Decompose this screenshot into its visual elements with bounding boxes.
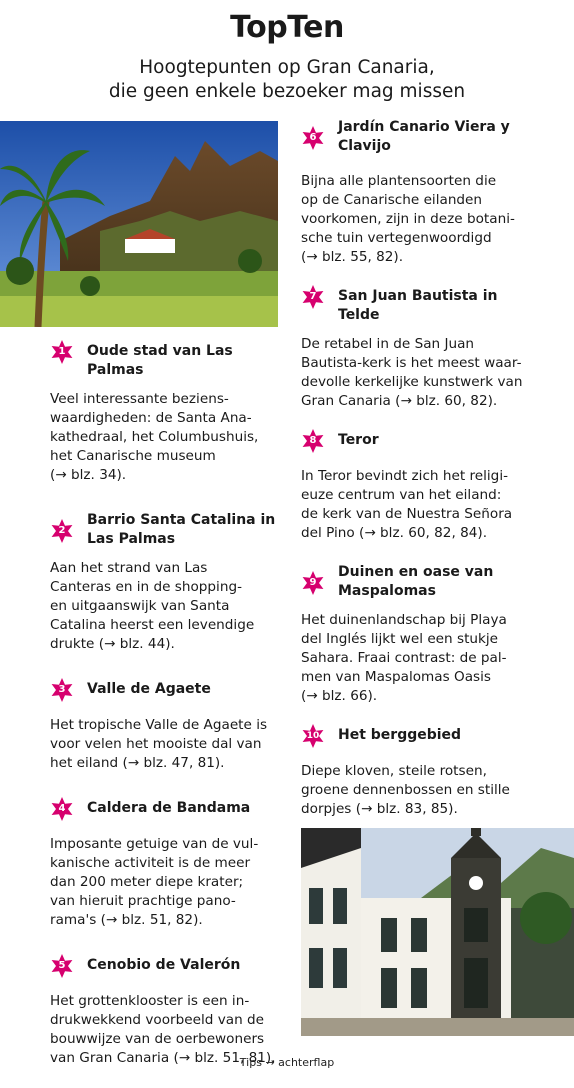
- star-badge-icon: [50, 954, 74, 978]
- item-number: 5: [58, 960, 66, 971]
- item-heading: [301, 431, 535, 457]
- item-title: Caldera de Bandama: [87, 800, 251, 816]
- landscape-photo: [0, 121, 278, 327]
- topten-item-1: [50, 342, 282, 485]
- item-title: Het berggebied: [338, 727, 462, 743]
- item-heading: [50, 342, 282, 380]
- item-description: Imposante getuige van de vul- kanische activiteit is de meer dan 200 meter diepe krater; van hieruit prachtige pano- rama's (→ blz. 51, 82).: [50, 836, 259, 928]
- item-heading: [301, 118, 535, 156]
- item-heading: [50, 956, 282, 982]
- item-description: Aan het strand van Las Canteras en in de shopping- en uitgaanswijk van Santa Catalina heerst een levendige drukte (→ blz. 44).: [50, 560, 255, 652]
- item-heading: [50, 680, 282, 706]
- left-column: [50, 342, 282, 1068]
- item-title: Barrio Santa Catalina in Las Palmas: [87, 512, 276, 547]
- church-illustration: [301, 828, 574, 1036]
- item-number: 2: [58, 525, 66, 536]
- item-description: Bijna alle plantensoorten die op de Canarische eilanden voorkomen, zijn in deze botani- sche tuin vertegenwoordigd (→ blz. 55, 82).: [301, 173, 515, 265]
- item-heading: [301, 726, 535, 752]
- star-badge-icon: [301, 724, 325, 748]
- topten-item-2: [50, 511, 282, 654]
- topten-item-9: [301, 563, 535, 706]
- subtitle-line-2: die geen enkele bezoeker mag missen: [108, 81, 466, 102]
- star-badge-icon: [50, 519, 74, 543]
- topten-item-5: [50, 956, 282, 1068]
- item-title: Jardín Canario Viera y Clavijo: [338, 119, 510, 154]
- item-description: Het grottenklooster is een in- drukwekkend voorbeeld van de bouwwijze van de oerbewoners van Gran Canaria (→ blz. 51, 81).: [50, 993, 276, 1066]
- right-column: [301, 118, 535, 819]
- star-badge-icon: [301, 285, 325, 309]
- page-title: TopTen: [230, 10, 344, 45]
- topten-item-10: [301, 726, 535, 819]
- star-badge-icon: [50, 340, 74, 364]
- item-number: 1: [58, 346, 66, 357]
- topten-item-7: [301, 287, 535, 411]
- star-badge-icon: [50, 797, 74, 821]
- star-badge-icon: [301, 429, 325, 453]
- item-description: Veel interessante beziens- waardigheden: de Santa Ana- kathedraal, het Columbushuis, het Canarische museum (→ blz. 34).: [50, 391, 259, 483]
- item-description: Het tropische Valle de Agaete is voor velen het mooiste dal van het eiland (→ blz. 47, 81).: [50, 717, 268, 771]
- item-description: Het duinenlandschap bij Playa del Inglés lijkt wel een stukje Sahara. Fraai contrast: de pal- men van Maspalomas Oasis (→ blz. 66).: [301, 612, 507, 704]
- item-title: Teror: [338, 432, 379, 448]
- item-description: De retabel in de San Juan Bautista-kerk is het meest waar- devolle kerkelijke kunstwerk van Gran Canaria (→ blz. 60, 82).: [301, 336, 523, 409]
- page-subtitle: [60, 56, 514, 104]
- item-number: 8: [309, 435, 317, 446]
- topten-item-8: [301, 431, 535, 543]
- topten-item-4: [50, 799, 282, 930]
- star-badge-icon: [301, 571, 325, 595]
- item-number: 7: [309, 291, 317, 302]
- church-photo: [301, 828, 574, 1036]
- subtitle-line-1: Hoogtepunten op Gran Canaria,: [139, 57, 435, 78]
- item-title: Cenobio de Valerón: [87, 957, 241, 973]
- item-number: 6: [309, 132, 317, 143]
- topten-item-3: [50, 680, 282, 773]
- item-heading: [50, 511, 282, 549]
- star-badge-icon: [301, 126, 325, 150]
- item-title: Valle de Agaete: [87, 681, 211, 697]
- footer-note: Tips → achterflap: [239, 1056, 335, 1069]
- item-description: In Teror bevindt zich het religi- euze centrum van het eiland: de kerk van de Nuestra Señora del Pino (→ blz. 60, 82, 84).: [301, 468, 513, 541]
- item-title: Duinen en oase van Maspalomas: [338, 564, 494, 599]
- item-heading: [50, 799, 282, 825]
- item-number: 9: [309, 577, 317, 588]
- item-title: San Juan Bautista in Telde: [338, 288, 498, 323]
- item-title: Oude stad van Las Palmas: [87, 343, 233, 378]
- item-number: 4: [58, 803, 66, 814]
- item-heading: [301, 563, 535, 601]
- item-description: Diepe kloven, steile rotsen, groene dennenbossen en stille dorpjes (→ blz. 83, 85).: [301, 763, 510, 817]
- landscape-illustration: [0, 121, 278, 327]
- item-heading: [301, 287, 535, 325]
- item-number: 3: [58, 684, 66, 695]
- star-badge-icon: [50, 678, 74, 702]
- item-number: 10: [306, 731, 320, 741]
- topten-item-6: [301, 118, 535, 267]
